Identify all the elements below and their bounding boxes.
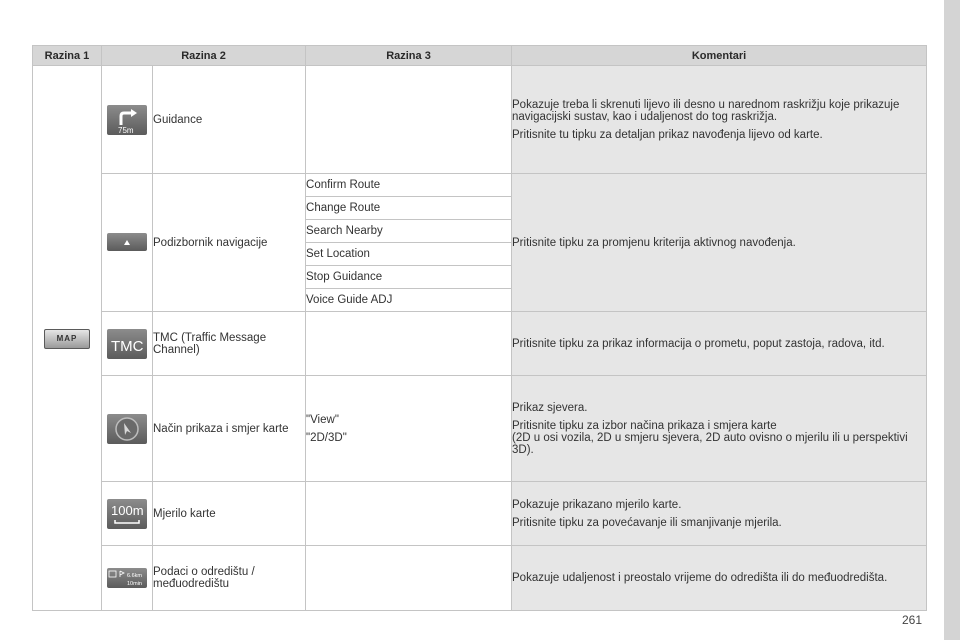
- destination-distance-text: 6.6km: [127, 573, 142, 579]
- turn-right-arrow-icon: [107, 105, 147, 135]
- display-mode-level3-cell: [306, 376, 512, 482]
- nav-submenu-comment: Pritisnite tipku za promjenu kriterija aktivnog navođenja.: [512, 174, 927, 312]
- display-mode-icon-cell: [102, 376, 153, 482]
- tmc-icon-cell: [102, 312, 153, 376]
- tmc-comment: Pritisnite tipku za prikaz informacija o prometu, poput zastoja, radova, itd.: [512, 312, 927, 376]
- guidance-level3-cell: [306, 66, 512, 174]
- table-row-destination: [33, 546, 927, 611]
- scale-label: Mjerilo karte: [153, 482, 306, 546]
- option-confirm-route[interactable]: Confirm Route: [306, 174, 512, 197]
- nav-submenu-label: Podizbornik navigacije: [153, 174, 306, 312]
- display-mode-comment-line2: Pritisnite tipku za izbor načina prikaza i smjera karte: [512, 419, 777, 432]
- destination-icon-cell: [102, 546, 153, 611]
- table-row-display-mode: [33, 376, 927, 482]
- scale-icon-text: 100m: [111, 502, 144, 518]
- table-row-guidance: [33, 66, 927, 174]
- option-change-route[interactable]: Change Route: [306, 197, 512, 220]
- display-mode-label: Način prikaza i smjer karte: [153, 376, 306, 482]
- guidance-distance-text: 75m: [118, 125, 134, 135]
- table-row-tmc: [33, 312, 927, 376]
- destination-info-icon: [107, 568, 147, 588]
- destination-level3-cell: [306, 546, 512, 611]
- header-comments: Komentari: [512, 46, 927, 66]
- scale-comment-line1: Pokazuje prikazano mjerilo karte.: [512, 498, 682, 511]
- guidance-comment-line2: Pritisnite tu tipku za detaljan prikaz navođenja lijevo od karte.: [512, 128, 823, 141]
- display-mode-comment-line1: Prikaz sjevera.: [512, 401, 588, 414]
- page-number: 261: [901, 613, 922, 627]
- option-search-nearby[interactable]: Search Nearby: [306, 220, 512, 243]
- map-scale-icon: [107, 499, 147, 529]
- compass-icon: [107, 414, 147, 444]
- guidance-comment: [512, 66, 927, 174]
- tmc-icon: [107, 329, 147, 359]
- guidance-comment-line1: Pokazuje treba li skrenuti lijevo ili desno u narednom raskrižju koje prikazuje navigacijski sustav, kao i udaljenost do tog raskrižja.: [512, 98, 900, 123]
- tmc-icon-text: TMC: [111, 337, 144, 355]
- option-stop-guidance[interactable]: Stop Guidance: [306, 266, 512, 289]
- header-row: [33, 46, 927, 66]
- table-row-scale: [33, 482, 927, 546]
- level1-cell: [33, 66, 102, 611]
- scale-icon-cell: [102, 482, 153, 546]
- side-tab-bar: [944, 0, 960, 640]
- header-level3: Razina 3: [306, 46, 512, 66]
- tmc-label: TMC (Traffic Message Channel): [153, 312, 306, 376]
- view-option[interactable]: "View": [306, 413, 339, 426]
- header-level2: Razina 2: [102, 46, 306, 66]
- destination-time-text: 10min: [127, 581, 142, 587]
- scale-comment: [512, 482, 927, 546]
- guidance-label: Guidance: [153, 66, 306, 174]
- scale-level3-cell: [306, 482, 512, 546]
- 2d-3d-option[interactable]: "2D/3D": [306, 431, 347, 444]
- triangle-up-icon: [107, 233, 147, 251]
- guidance-icon-cell: [102, 66, 153, 174]
- table-row-nav-submenu: [33, 174, 927, 197]
- navigation-menu-table: [32, 45, 927, 611]
- option-voice-guide-adj[interactable]: Voice Guide ADJ: [306, 289, 512, 312]
- header-level1: Razina 1: [33, 46, 102, 66]
- tmc-level3-cell: [306, 312, 512, 376]
- option-set-location[interactable]: Set Location: [306, 243, 512, 266]
- display-mode-comment-line3: (2D u osi vozila, 2D u smjeru sjevera, 2D auto ovisno o mjerilu ili u perspektivi 3D).: [512, 431, 908, 456]
- destination-label: Podaci o odredištu / međuodredištu: [153, 546, 306, 611]
- nav-submenu-icon-cell: [102, 174, 153, 312]
- display-mode-comment: [512, 376, 927, 482]
- scale-comment-line2: Pritisnite tipku za povećavanje ili smanjivanje mjerila.: [512, 516, 782, 529]
- destination-comment: Pokazuje udaljenost i preostalo vrijeme do odredišta ili do međuodredišta.: [512, 546, 927, 611]
- map-button[interactable]: MAP: [44, 329, 90, 349]
